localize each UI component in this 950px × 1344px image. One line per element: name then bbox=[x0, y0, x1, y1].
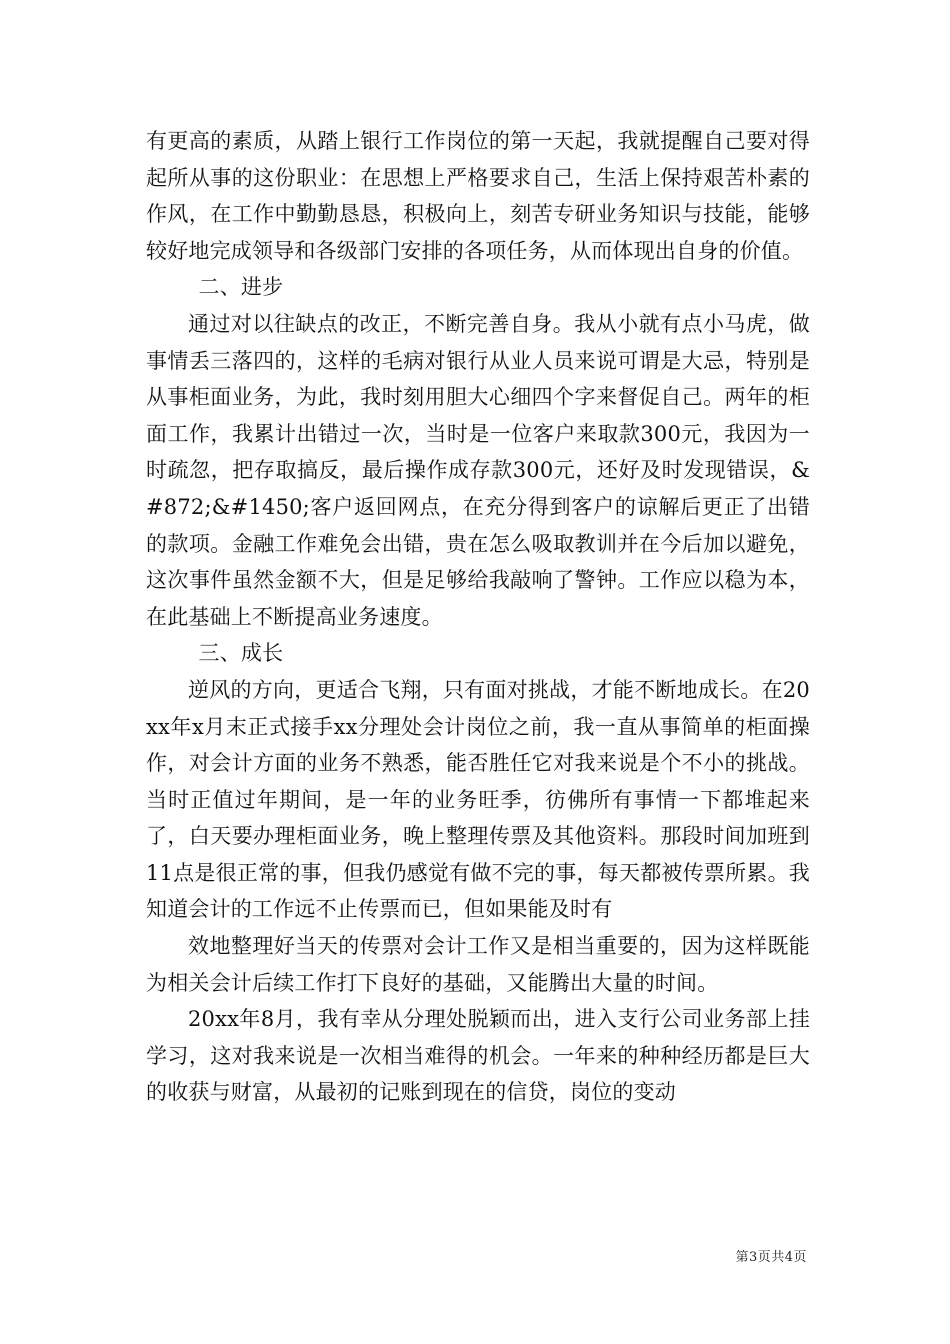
paragraph-growth: 逆风的方向，更适合飞翔，只有面对挑战，才能不断地成长。在20xx年x月末正式接手xx分理处会计岗位之前，我一直从事简单的柜面操作，对会计方面的业务不熟悉，能否胜任它对我来说是个不小的挑战。当时正值过年期间，是一年的业务旺季，彷佛所有事情一下都堆起来了，白天要办理柜面业务，晚上整理传票及其他资料。那段时间加班到11点是很正常的事，但我仍感觉有做不完的事，每天都被传票所累。我知道会计的工作远不止传票而已，但如果能及时有 bbox=[146, 677, 810, 922]
heading-growth: 三、成长 bbox=[198, 641, 284, 666]
paragraph-vouchers: 效地整理好当天的传票对会计工作又是相当重要的，因为这样既能为相关会计后续工作打下良好的基础，又能腾出大量的时间。 bbox=[146, 934, 810, 995]
paragraph-qualities: 有更高的素质，从踏上银行工作岗位的第一天起，我就提醒自己要对得起所从事的这份职业：在思想上严格要求自己，生活上保持艰苦朴素的作风，在工作中勤勤恳恳，积极向上，刻苦专研业务知识与技能，能够较好地完成领导和各级部门安排的各项任务，从而体现出自身的价值。 bbox=[146, 129, 810, 263]
page-number: 第3页共4页 bbox=[735, 1250, 807, 1265]
heading-progress: 二、进步 bbox=[198, 275, 284, 300]
paragraph-promotion: 20xx年8月，我有幸从分理处脱颖而出，进入支行公司业务部上挂学习，这对我来说是一次相当难得的机会。一年来的种种经历都是巨大的收获与财富，从最初的记账到现在的信贷，岗位的变动 bbox=[146, 1007, 810, 1105]
document-body bbox=[146, 123, 810, 1111]
paragraph-progress: 通过对以往缺点的改正，不断完善自身。我从小就有点小马虎，做事情丢三落四的，这样的毛病对银行从业人员来说可谓是大忌，特别是从事柜面业务，为此，我时刻用胆大心细四个字来督促自己。两年的柜面工作，我累计出错过一次，当时是一位客户来取款300元，我因为一时疏忽，把存取搞反，最后操作成存款300元，还好及时发现错误，&#872;&#1450;客户返回网点，在充分得到客户的谅解后更正了出错的款项。金融工作难免会出错，贵在怎么吸取教训并在今后加以避免，这次事件虽然金额不大，但是足够给我敲响了警钟。工作应以稳为本，在此基础上不断提高业务速度。 bbox=[146, 311, 810, 629]
